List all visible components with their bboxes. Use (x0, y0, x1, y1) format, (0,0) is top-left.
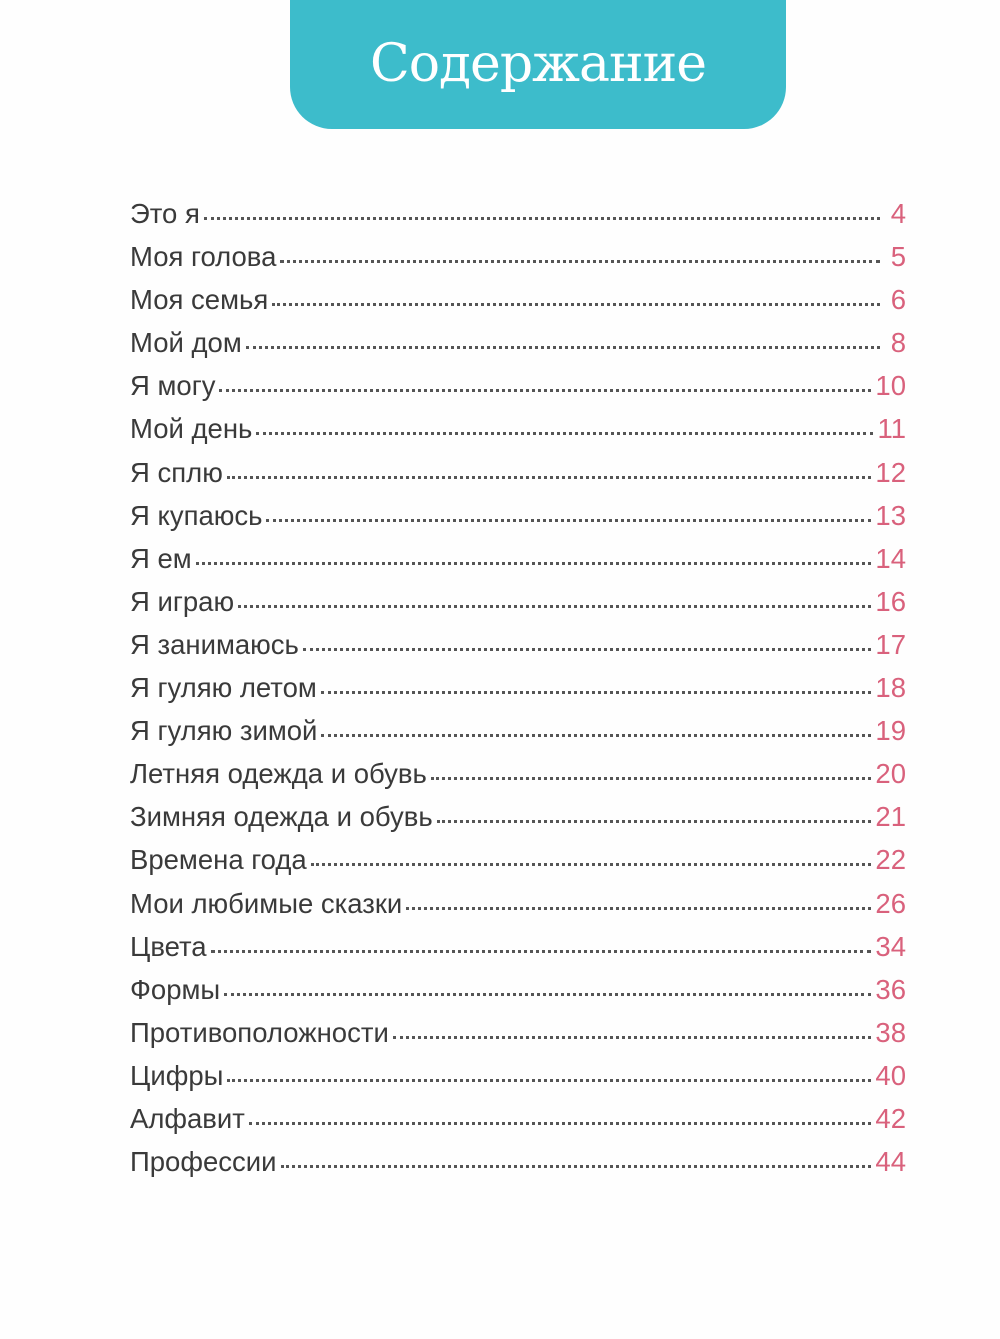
toc-entry[interactable] (130, 758, 906, 801)
toc-entry-page-number: 12 (875, 456, 906, 488)
toc-entry[interactable] (130, 1146, 906, 1189)
dot-leader (256, 432, 873, 435)
toc-entry-page-number: 18 (875, 672, 906, 704)
toc-entry-label: Моя голова (130, 241, 277, 273)
dot-leader (224, 993, 871, 996)
toc-entry[interactable] (130, 284, 906, 327)
dot-leader (272, 303, 880, 306)
toc-entry-label: Я могу (130, 370, 216, 402)
dot-leader (437, 820, 872, 823)
toc-entry-label: Зимняя одежда и обувь (130, 801, 433, 833)
dot-leader (204, 217, 880, 220)
toc-entry-label: Мой дом (130, 327, 242, 359)
toc-entry-label: Цвета (130, 930, 207, 962)
toc-entry-label: Противоположности (130, 1016, 389, 1048)
toc-entry-label: Летняя одежда и обувь (130, 758, 427, 790)
toc-entry-label: Я купаюсь (130, 499, 263, 531)
toc-entry-label: Я играю (130, 585, 235, 617)
toc-entry-page-number: 6 (890, 284, 906, 316)
table-of-contents (130, 198, 906, 1189)
dot-leader (406, 907, 871, 910)
toc-entry[interactable] (130, 888, 906, 931)
toc-entry-label: Мой день (130, 413, 253, 445)
dot-leader (280, 260, 880, 263)
toc-entry-page-number: 11 (877, 413, 906, 445)
toc-entry-page-number: 16 (875, 585, 906, 617)
toc-entry[interactable] (130, 629, 906, 672)
dot-leader (227, 1079, 871, 1082)
toc-entry-page-number: 36 (875, 973, 906, 1005)
dot-leader (266, 519, 871, 522)
title-tab (290, 0, 786, 129)
toc-entry-label: Я занимаюсь (130, 628, 299, 660)
toc-entry-label: Цифры (130, 1059, 224, 1091)
dot-leader (211, 950, 872, 953)
toc-entry-label: Мои любимые сказки (130, 887, 403, 919)
dot-leader (246, 346, 880, 349)
dot-leader (321, 734, 871, 737)
toc-entry-page-number: 10 (875, 370, 906, 402)
toc-entry-page-number: 5 (890, 241, 906, 273)
toc-entry-page-number: 40 (875, 1059, 906, 1091)
toc-entry-label: Профессии (130, 1146, 277, 1178)
toc-entry-label: Времена года (130, 844, 307, 876)
toc-entry-page-number: 42 (875, 1102, 906, 1134)
toc-entry-page-number: 17 (875, 628, 906, 660)
toc-entry[interactable] (130, 198, 906, 241)
toc-entry-label: Это я (130, 198, 200, 229)
toc-entry-label: Моя семья (130, 284, 269, 316)
dot-leader (311, 863, 872, 866)
dot-leader (393, 1036, 872, 1039)
toc-entry[interactable] (130, 1017, 906, 1060)
toc-entry-page-number: 26 (875, 887, 906, 919)
toc-entry-page-number: 14 (875, 542, 906, 574)
toc-entry-page-number: 19 (875, 715, 906, 747)
toc-entry-label: Я ем (130, 542, 192, 574)
dot-leader (281, 1165, 872, 1168)
toc-entry[interactable] (130, 672, 906, 715)
toc-entry[interactable] (130, 241, 906, 284)
dot-leader (227, 476, 872, 479)
toc-entry-page-number: 34 (875, 930, 906, 962)
toc-entry[interactable] (130, 327, 906, 370)
dot-leader (303, 648, 872, 651)
toc-entry-label: Я гуляю зимой (130, 715, 318, 747)
dot-leader (238, 605, 871, 608)
dot-leader (249, 1122, 872, 1125)
toc-entry[interactable] (130, 1060, 906, 1103)
toc-entry[interactable] (130, 543, 906, 586)
toc-entry-label: Я сплю (130, 456, 223, 488)
toc-entry-page-number: 4 (890, 198, 906, 229)
toc-entry[interactable] (130, 413, 906, 456)
dot-leader (431, 777, 872, 780)
dot-leader (321, 691, 872, 694)
toc-entry-label: Алфавит (130, 1102, 245, 1134)
toc-entry[interactable] (130, 586, 906, 629)
toc-entry[interactable] (130, 715, 906, 758)
toc-entry-page-number: 38 (875, 1016, 906, 1048)
toc-entry-label: Я гуляю летом (130, 672, 317, 704)
toc-entry-label: Формы (130, 973, 221, 1005)
toc-entry[interactable] (130, 457, 906, 500)
dot-leader (219, 389, 871, 392)
toc-entry[interactable] (130, 801, 906, 844)
dot-leader (196, 562, 872, 565)
toc-entry-page-number: 22 (875, 844, 906, 876)
toc-entry-page-number: 8 (890, 327, 906, 359)
toc-entry[interactable] (130, 370, 906, 413)
toc-entry[interactable] (130, 974, 906, 1017)
toc-entry[interactable] (130, 500, 906, 543)
toc-entry[interactable] (130, 1103, 906, 1146)
toc-entry-page-number: 21 (875, 801, 906, 833)
toc-entry-page-number: 20 (875, 758, 906, 790)
toc-entry-page-number: 13 (875, 499, 906, 531)
toc-entry-page-number: 44 (875, 1146, 906, 1178)
page-title: Содержание (369, 34, 707, 94)
toc-entry[interactable] (130, 931, 906, 974)
toc-entry[interactable] (130, 844, 906, 887)
